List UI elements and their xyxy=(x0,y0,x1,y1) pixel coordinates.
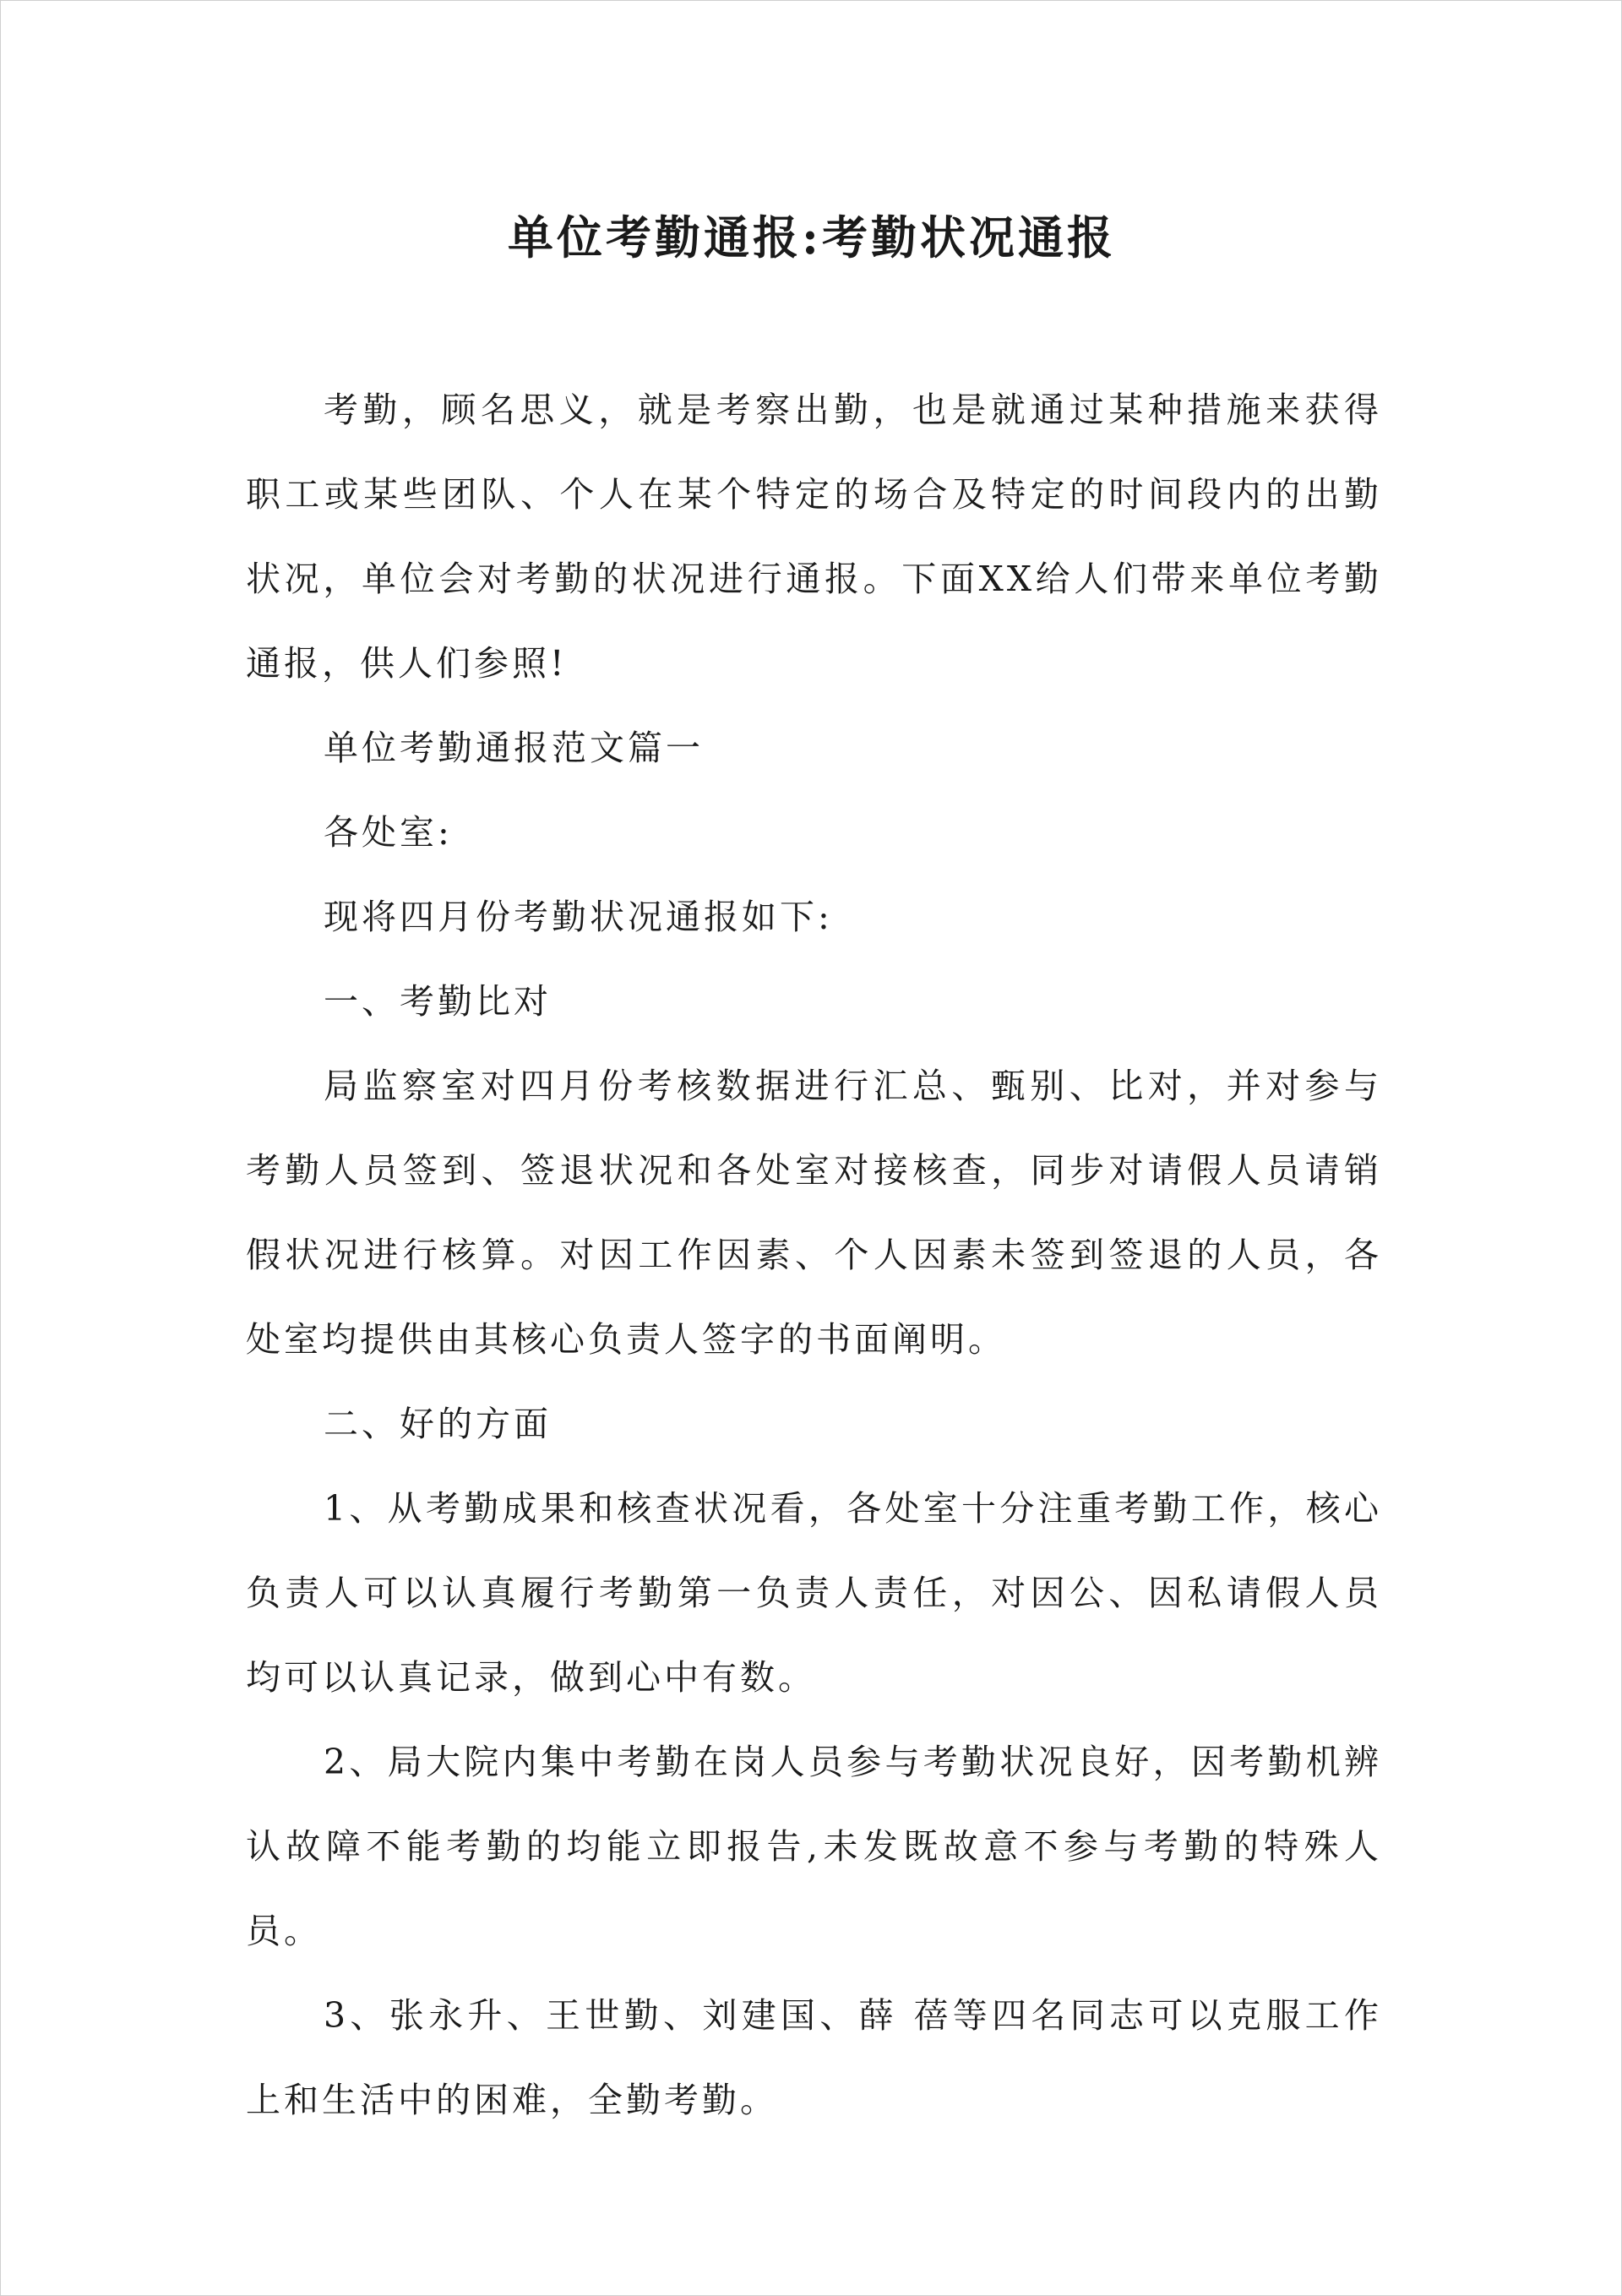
section-heading-1: 一、考勤比对 xyxy=(324,981,552,1022)
document-title: 单位考勤通报:考勤状况通报 xyxy=(508,210,1116,265)
sample-heading: 单位考勤通报范文篇一 xyxy=(324,728,704,768)
list-item-1: 1、从考勤成果和核查状况看，各处室十分注重考勤工作，核心负责人可以认真履行考勤第一负责人责任，对因公、因私请假人员均可以认真记录，做到心中有数。 xyxy=(246,1488,1382,1698)
lead-sentence: 现将四月份考勤状况通报如下: xyxy=(324,897,833,937)
list-item-2: 2、局大院内集中考勤在岗人员参与考勤状况良好，因考勤机辨认故障不能考勤的均能立即报告,未发既故意不参与考勤的特殊人员。 xyxy=(246,1742,1382,1951)
list-item-3: 3、张永升、王世勤、刘建国、薛 蓓等四名同志可以克服工作上和生活中的困难，全勤考勤。 xyxy=(246,1995,1382,2120)
salutation: 各处室: xyxy=(324,812,453,853)
section-paragraph-1: 局监察室对四月份考核数据进行汇总、甄别、比对，并对参与考勤人员签到、签退状况和各处室对接核查，同步对请假人员请销假状况进行核算。对因工作因素、个人因素未签到签退的人员，各处室均提供由其核心负责人签字的书面阐明。 xyxy=(246,1066,1382,1360)
section-heading-2: 二、好的方面 xyxy=(324,1404,552,1444)
document-body xyxy=(246,368,1382,2142)
intro-paragraph: 考勤，顾名思义，就是考察出勤，也是就通过某种措施来获得职工或某些团队、个人在某个特定的场合及特定的时间段内的出勤状况，单位会对考勤的状况进行通报。下面XX给人们带来单位考勤通报，供人们参照! xyxy=(246,390,1382,684)
